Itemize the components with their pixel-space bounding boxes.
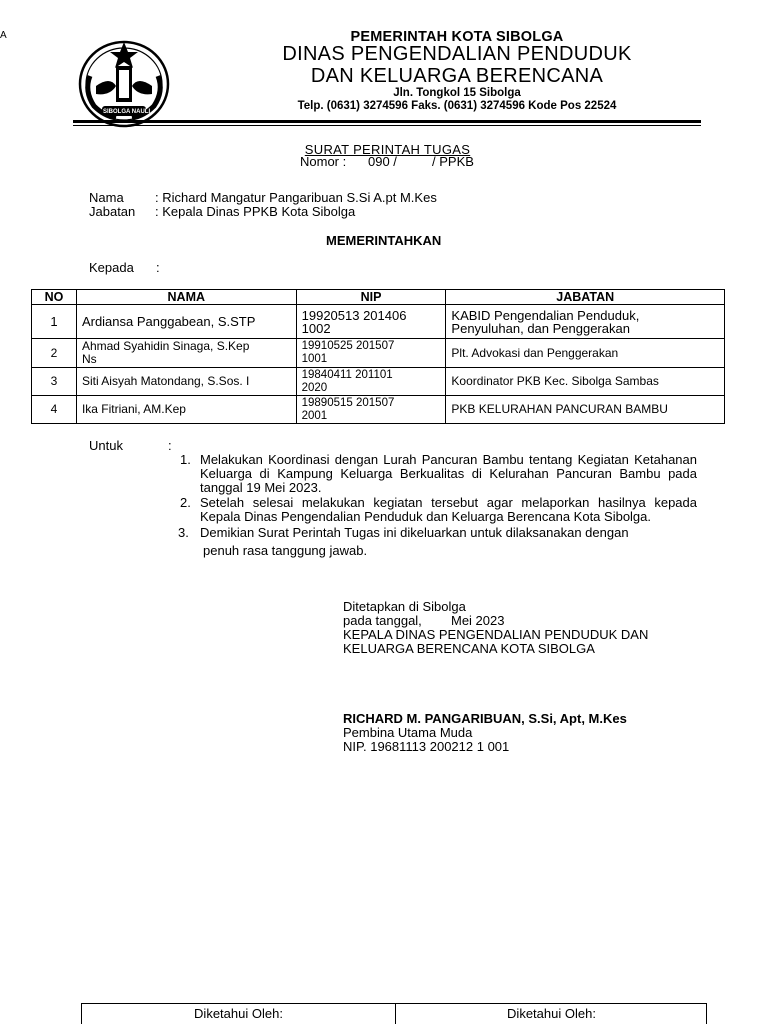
acknowledgement-box: [81, 1003, 707, 1024]
table-row: [32, 305, 725, 339]
table-row: [32, 396, 725, 424]
signatory-position-line-2: KELUARGA BERENCANA KOTA SIBOLGA: [343, 641, 595, 656]
row-nama: [76, 339, 296, 368]
signatory-name: RICHARD M. PANGARIBUAN, S.Si, Apt, M.Kes: [343, 711, 627, 726]
task-item: [180, 496, 697, 524]
command-heading: MEMERINTAHKAN: [326, 233, 442, 248]
jabatan-label: Jabatan: [89, 204, 136, 219]
task-list: [180, 453, 697, 558]
row-nip-line-1: 19890515 201507: [301, 396, 395, 409]
row-nama: Ika Fitriani, AM.Kep: [76, 396, 296, 424]
signatory-position-line-1: KEPALA DINAS PENGENDALIAN PENDUDUK DAN: [343, 627, 649, 642]
kepada-label: Kepada: [89, 260, 134, 275]
header-nip: NIP: [296, 290, 446, 305]
task-text: Melakukan Koordinasi dengan Lurah Pancuran Bambu tentang Kegiatan Ketahanan Keluarga di Kampung Keluarga Berkualitas di Kelurahan Pancuran Bambu pada tanggal 19 Mei 2023.: [200, 452, 697, 495]
row-nip-line-1: 19920513 201406: [301, 307, 407, 323]
row-jabatan: Koordinator PKB Kec. Sibolga Sambas: [446, 368, 725, 396]
signatory-rank: Pembina Utama Muda: [343, 725, 473, 740]
row-nip-line-1: 19910525 201507: [301, 340, 395, 352]
task-item: [180, 453, 697, 495]
nomor-suffix: / PPKB: [432, 154, 474, 169]
agency-address: Jln. Tongkol 15 Sibolga: [393, 87, 521, 99]
table-header-row: [32, 290, 725, 305]
signatory-nip: NIP. 19681113 200212 1 001: [343, 739, 510, 754]
row-no: 3: [32, 368, 77, 396]
row-jabatan-line-1: KABID Pengendalian Penduduk,: [451, 307, 640, 323]
row-nip: [296, 339, 446, 368]
row-jabatan-line-2: Penyuluhan, dan Penggerakan: [451, 320, 630, 336]
corner-mark: A: [0, 30, 7, 41]
document-title: SURAT PERINTAH TUGAS: [304, 142, 471, 157]
acknowledged-by-right: Diketahui Oleh:: [507, 1006, 596, 1021]
jabatan-value: : Kepala Dinas PPKB Kota Sibolga: [155, 204, 356, 219]
nomor-label: Nomor :: [300, 154, 347, 169]
row-nip-line-1: 19840411 201101: [301, 368, 393, 381]
untuk-colon: :: [168, 438, 172, 453]
row-no: 1: [32, 305, 77, 339]
row-no: 4: [32, 396, 77, 424]
acknowledged-by-left: Diketahui Oleh:: [194, 1006, 283, 1021]
untuk-label: Untuk: [89, 438, 123, 453]
task-text-line-2: penuh rasa tanggung jawab.: [203, 543, 368, 558]
task-number: 3.: [178, 525, 189, 540]
task-text-line-1: Demikian Surat Perintah Tugas ini dikeluarkan untuk dilaksanakan dengan: [200, 525, 629, 540]
task-number: 1.: [180, 452, 191, 467]
header-jabatan: JABATAN: [446, 290, 725, 305]
row-nip-line-2: 2001: [301, 409, 328, 422]
row-nip-line-2: 1001: [301, 353, 328, 365]
kepada-colon: :: [156, 260, 160, 275]
row-no: 2: [32, 339, 77, 368]
table-row: [32, 368, 725, 396]
staff-table: [31, 289, 725, 424]
ditetapkan-text: Ditetapkan di Sibolga: [343, 599, 466, 614]
tanggal-value: Mei 2023: [451, 613, 505, 628]
row-nip-line-2: 1002: [301, 320, 331, 336]
row-nip-line-2: 2020: [301, 381, 328, 394]
nama-value: : Richard Mangatur Pangaribuan S.Si A.pt M.Kes: [155, 190, 437, 205]
row-nip: [296, 368, 446, 396]
task-text: Setelah selesai melakukan kegiatan tersebut agar melaporkan hasilnya kepada Kepala Dinas Pengendalian Penduduk dan Keluarga Berencana Kota Sibolga.: [200, 495, 697, 524]
agency-name-line-2: DAN KELUARGA BERENCANA: [310, 65, 604, 87]
row-jabatan: PKB KELURAHAN PANCURAN BAMBU: [446, 396, 725, 424]
row-jabatan: [446, 305, 725, 339]
row-nip: [296, 396, 446, 424]
government-name: PEMERINTAH KOTA SIBOLGA: [350, 29, 564, 45]
letterhead-rule-thick: [73, 120, 701, 123]
row-jabatan: Plt. Advokasi dan Penggerakan: [446, 339, 725, 368]
nama-label: Nama: [89, 190, 124, 205]
agency-name-line-1: DINAS PENGENDALIAN PENDUDUK: [282, 43, 632, 65]
logo-banner-text: SIBOLGA NAULI: [103, 109, 151, 115]
row-nama: Siti Aisyah Matondang, S.Sos. I: [76, 368, 296, 396]
letterhead-rule-thin: [73, 125, 701, 126]
task-number: 2.: [180, 495, 191, 510]
row-nama: Ardiansa Panggabean, S.STP: [76, 305, 296, 339]
agency-contact: Telp. (0631) 3274596 Faks. (0631) 3274596 Kode Pos 22524: [297, 100, 617, 112]
table-row: [32, 339, 725, 368]
header-nama: NAMA: [76, 290, 296, 305]
row-nip: [296, 305, 446, 339]
task-item: [180, 526, 697, 558]
nomor-number: 090 /: [368, 154, 397, 169]
row-nama-line-2: Ns: [81, 352, 97, 366]
tanggal-label: pada tanggal,: [343, 613, 422, 628]
row-nama-line-1: Ahmad Syahidin Sinaga, S.Kep: [81, 339, 250, 353]
header-no: NO: [32, 290, 77, 305]
